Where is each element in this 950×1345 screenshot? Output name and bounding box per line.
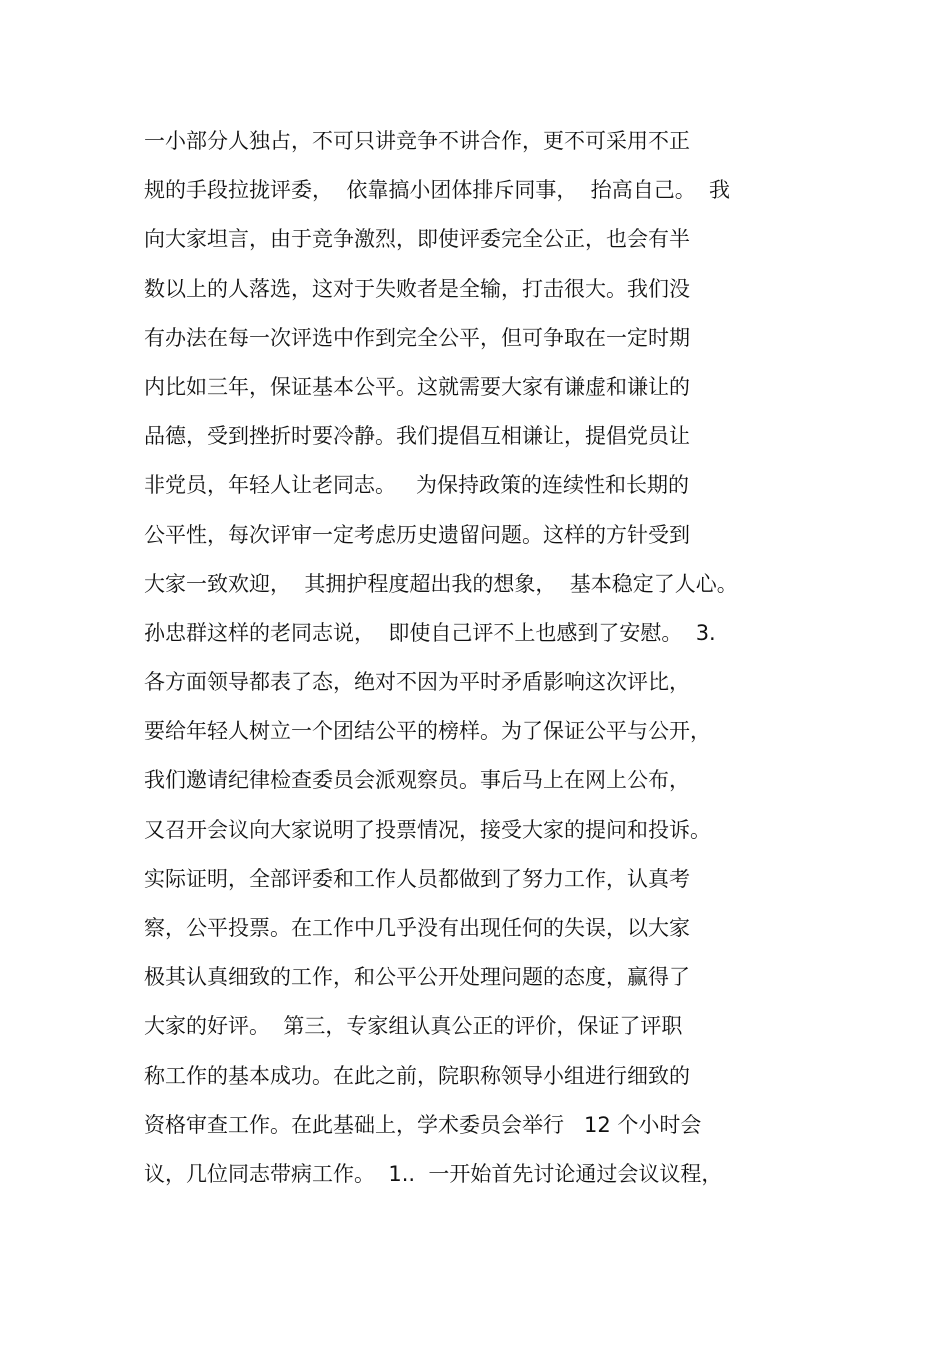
body-text [144,124,824,1206]
text-line: 公平性，每次评审一定考虑历史遗留问题。这样的方针受到 [144,522,690,547]
text-line: 数以上的人落选，这对于失败者是全输，打击很大。我们没 [144,276,690,301]
text-line: 实际证明，全部评委和工作人员都做到了努力工作，认真考 [144,866,690,891]
text-line: 察，公平投票。在工作中几乎没有出现任何的失误，以大家 [144,916,690,940]
text-line: 有办法在每一次评选中作到完全公平，但可争取在一定时期 [144,325,690,350]
text-line: 资格审查工作。在此基础上，学术委员会举行 12 个小时会 [144,1112,702,1137]
text-line: 又召开会议向大家说明了投票情况，接受大家的提问和投诉。 [144,817,711,842]
text-line: 要给年轻人树立一个团结公平的榜样。为了保证公平与公开， [144,719,711,744]
text-line: 大家的好评。 第三，专家组认真公正的评价，保证了评职 [144,1014,683,1039]
text-line: 议，几位同志带病工作。 1.. 一开始首先讨论通过会议议程， [144,1161,723,1186]
text-line: 我们邀请纪律检查委员会派观察员。事后马上在网上公布， [144,768,690,793]
text-line: 各方面领导都表了态，绝对不因为平时矛盾影响这次评比， [144,670,690,695]
text-line: 极其认真细致的工作，和公平公开处理问题的态度，赢得了 [144,965,690,990]
text-line: 非党员，年轻人让老同志。 为保持政策的连续性和长期的 [144,473,690,498]
text-line: 孙忠群这样的老同志说， 即使自己评不上也感到了安慰。 3. [144,620,716,645]
text-line: 规的手段拉拢评委， 依靠搞小团体排斥同事， 抬高自己。 我 [144,178,731,203]
text-line: 大家一致欢迎， 其拥护程度超出我的想象， 基本稳定了人心。 [144,571,738,596]
text-line: 一小部分人独占，不可只讲竞争不讲合作，更不可采用不正 [144,129,690,153]
text-line: 品德，受到挫折时要冷静。我们提倡互相谦让，提倡党员让 [144,424,690,449]
text-line: 称工作的基本成功。在此之前，院职称领导小组进行细致的 [144,1063,690,1088]
text-line: 内比如三年，保证基本公平。这就需要大家有谦虚和谦让的 [144,374,690,399]
text-line: 向大家坦言，由于竞争激烈，即使评委完全公正，也会有半 [144,227,690,252]
